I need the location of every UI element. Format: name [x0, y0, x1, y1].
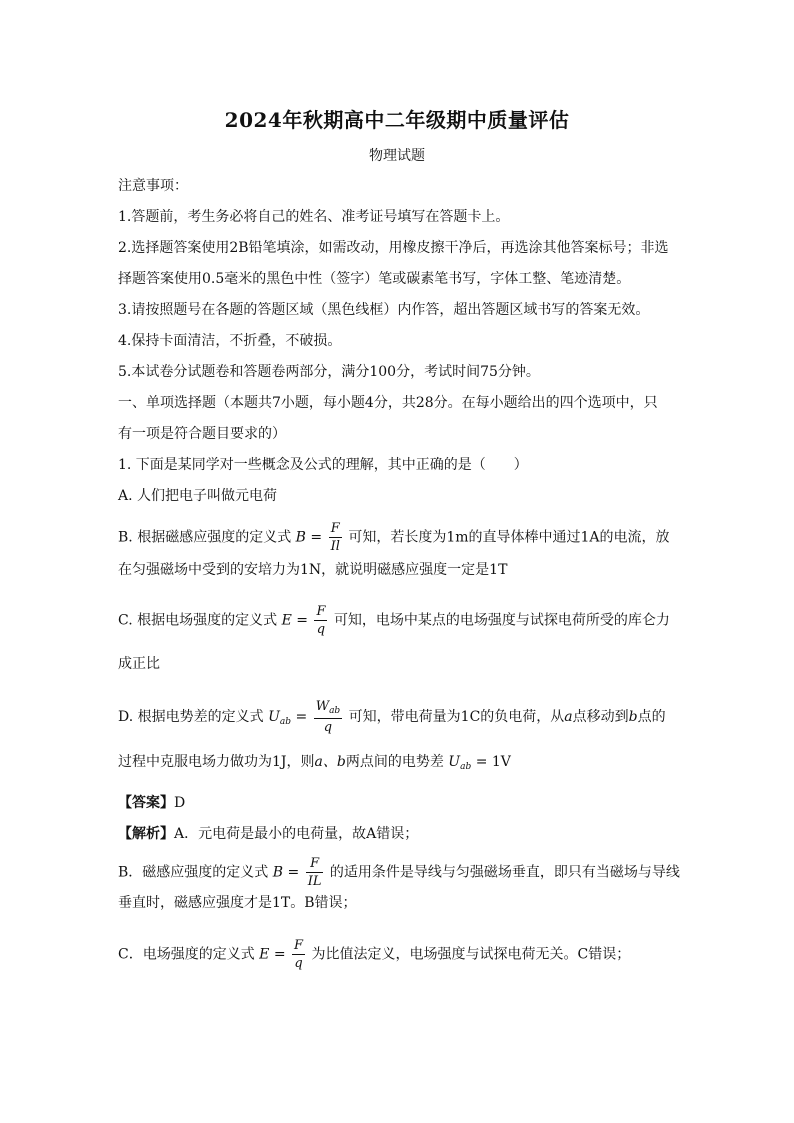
- formula-b-lhs: B: [295, 529, 306, 546]
- formula-e-fraction: [314, 605, 327, 636]
- note-item-2-cont: 择题答案使用0.5毫米的黑色中性（签字）笔或碳素笔书写，字体工整、笔迹清楚。: [118, 271, 631, 287]
- formula-e2-lhs: E: [259, 946, 270, 963]
- formula-e2-numerator: F: [294, 938, 304, 953]
- point-b: b: [628, 709, 638, 725]
- option-b-line2: 在匀强磁场中受到的安培力为1N，就说明磁感应强度一定是1T: [118, 562, 508, 578]
- formula-u-subscript: ab: [279, 717, 292, 727]
- analysis-b-text-cont: 的适用条件是导线与匀强磁场垂直，即只有当磁场与导线: [329, 864, 680, 881]
- formula-b-denominator: Il: [330, 539, 340, 554]
- note-item-3: 3.请按照题号在各题的答题区域（黑色线框）内作答，超出答题区域书写的答案无效。: [118, 302, 650, 318]
- analysis-line-c: [118, 939, 630, 970]
- page-subtitle: 物理试题: [369, 148, 425, 164]
- analysis-line-b: [118, 857, 680, 888]
- points-ab: a、b: [314, 754, 346, 770]
- formula-eq: =: [310, 529, 323, 546]
- formula-b2-fraction: [306, 857, 324, 888]
- formula-b2-lhs: B: [272, 864, 284, 881]
- option-a: A. 人们把电子叫做元电荷: [118, 488, 278, 504]
- formula-u-result-lhs: U: [448, 754, 461, 770]
- note-item-5: 5.本试卷分试题卷和答题卷两部分，满分100分，考试时间75分钟。: [118, 364, 540, 380]
- note-item-2: 2.选择题答案使用2B铅笔填涂，如需改动，用橡皮擦干净后，再选涂其他答案标号；非选: [118, 240, 669, 256]
- option-d-line2-text: 过程中克服电场力做功为1J，则: [118, 754, 315, 770]
- point-a: a: [564, 709, 573, 725]
- option-b-text: B. 根据磁感应强度的定义式: [118, 529, 292, 546]
- formula-e-lhs: E: [281, 612, 292, 629]
- analysis-c-text-cont: 为比值法定义，电场强度与试探电荷无关。C错误；: [311, 946, 631, 963]
- option-d-line2: [118, 752, 511, 777]
- note-item-1: 1.答题前，考生务必将自己的姓名、准考证号填写在答题卡上。: [118, 209, 510, 225]
- analysis-line-a: [118, 824, 418, 844]
- formula-eq: =: [287, 864, 300, 881]
- question-stem: 1. 下面是某同学对一些概念及公式的理解，其中正确的是（ ）: [118, 457, 528, 473]
- option-d-text-cont2: 点移动到: [572, 709, 629, 725]
- option-d-text-cont3: 点的: [637, 709, 666, 725]
- option-d-line2-mid: 两点间的电势差: [345, 754, 444, 770]
- option-d: [118, 700, 666, 734]
- formula-u-lhs: U: [268, 709, 280, 725]
- formula-e-numerator: F: [316, 604, 326, 619]
- answer-value: D: [174, 795, 186, 811]
- formula-e2-fraction: [292, 939, 305, 970]
- formula-w: W: [315, 699, 330, 714]
- formula-b-numerator: F: [329, 522, 342, 538]
- analysis-b-line2: 垂直时，磁感应强度才是1T。B错误；: [118, 895, 357, 911]
- option-c: [118, 605, 670, 636]
- answer-label: 【答案】: [118, 795, 174, 811]
- option-d-text: D. 根据电势差的定义式: [118, 709, 264, 725]
- option-c-line2: 成正比: [118, 656, 160, 672]
- option-c-text-cont: 可知，电场中某点的电场强度与试探电荷所受的库仑力: [333, 612, 670, 629]
- formula-eq: =: [296, 612, 308, 629]
- answer-line: [118, 793, 185, 813]
- option-d-text-cont1: 可知，带电荷量为1C的负电荷，从: [348, 709, 565, 725]
- formula-w-subscript: ab: [329, 706, 341, 716]
- note-item-4: 4.保持卡面清洁，不折叠，不破损。: [118, 333, 342, 349]
- analysis-c-text: C．电场强度的定义式: [118, 946, 255, 963]
- option-c-text: C. 根据电场强度的定义式: [118, 612, 278, 629]
- formula-u-denominator: q: [323, 720, 333, 735]
- page-title: 2024年秋期高中二年级期中质量评估: [224, 108, 570, 132]
- formula-eq: =: [295, 709, 308, 725]
- formula-u-numerator: [314, 700, 343, 719]
- section-heading: 一、单项选择题（本题共7小题，每小题4分，共28分。在每小题给出的四个选项中，只: [118, 395, 658, 411]
- option-b-text-cont: 可知，若长度为1m的直导体棒中通过1A的电流，放: [348, 529, 670, 546]
- formula-u-fraction: [314, 700, 343, 734]
- analysis-label: 【解析】: [118, 826, 174, 842]
- formula-u-result: = 1V: [475, 754, 511, 770]
- formula-b-fraction: [329, 522, 342, 553]
- formula-b2-numerator: F: [306, 857, 324, 873]
- analysis-a-text: A．元电荷是最小的电荷量，故A错误；: [174, 826, 419, 842]
- section-heading-cont: 有一项是符合题目要求的）: [118, 426, 286, 442]
- formula-b2-denominator: IL: [307, 874, 322, 889]
- formula-e-denominator: q: [316, 622, 326, 637]
- option-b: [118, 522, 670, 553]
- formula-u-result-subscript: ab: [460, 762, 472, 772]
- formula-eq: =: [273, 946, 286, 963]
- formula-e2-denominator: q: [294, 956, 303, 971]
- notes-heading: 注意事项：: [118, 178, 188, 194]
- analysis-b-text: B．磁感应强度的定义式: [118, 864, 269, 881]
